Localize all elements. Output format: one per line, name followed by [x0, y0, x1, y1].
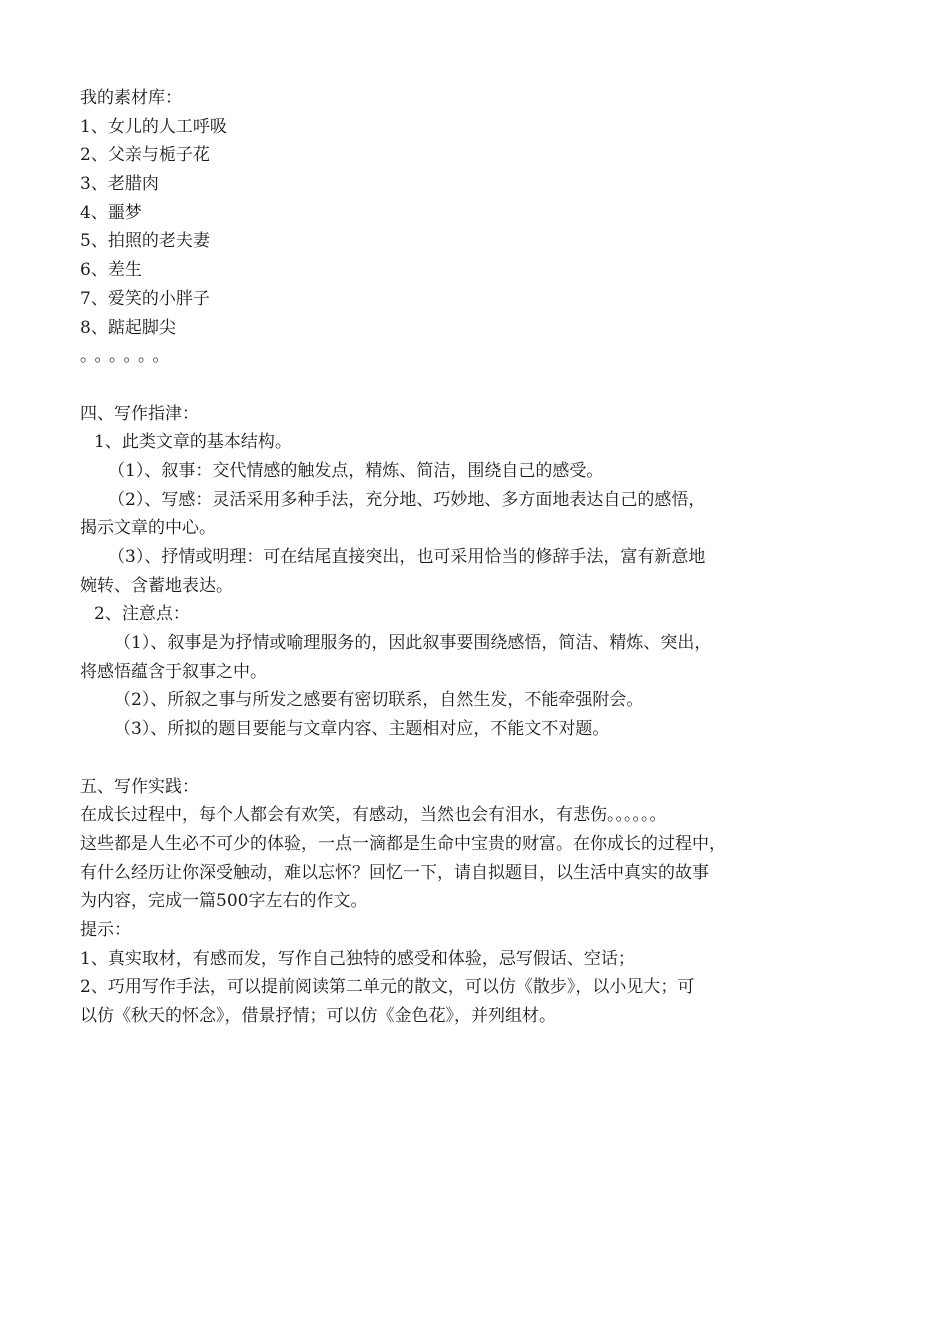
structure-heading: 1、此类文章的基本结构。 — [94, 432, 292, 453]
material-item: 6、差生 — [80, 260, 142, 281]
document-body — [80, 84, 820, 1031]
structure-point-continued: 婉转、含蓄地表达。 — [80, 575, 233, 596]
practice-heading: 五、写作实践： — [80, 776, 199, 797]
material-item: 3、老腊肉 — [80, 174, 159, 195]
practice-paragraph: 这些都是人生必不可少的体验，一点一滴都是生命中宝贵的财富。在你成长的过程中， — [80, 833, 726, 854]
tip-item: 1、真实取材，有感而发，写作自己独特的感受和体验，忌写假话、空话； — [80, 948, 635, 969]
spacer — [80, 744, 820, 773]
structure-point: （2）、写感：灵活采用多种手法，充分地、巧妙地、多方面地表达自己的感悟， — [108, 489, 706, 510]
tip-item-continued: 以仿《秋天的怀念》，借景抒情；可以仿《金色花》，并列组材。 — [80, 1006, 556, 1026]
spacer — [80, 371, 820, 400]
materials-ellipsis: 。。。。。。 — [80, 346, 176, 367]
note-point: （2）、所叙之事与所发之感要有密切联系，自然生发，不能牵强附会。 — [114, 690, 644, 711]
material-item: 7、爱笑的小胖子 — [80, 288, 210, 309]
structure-point-continued: 揭示文章的中心。 — [80, 518, 216, 539]
notes-heading: 2、注意点： — [94, 604, 190, 625]
note-point-continued: 将感悟蕴含于叙事之中。 — [80, 661, 267, 682]
practice-paragraph: 有什么经历让你深受触动，难以忘怀？回忆一下，请自拟题目，以生活中真实的故事 — [80, 862, 709, 883]
tip-item: 2、巧用写作手法，可以提前阅读第二单元的散文，可以仿《散步》，以小见大；可 — [80, 977, 695, 998]
material-item: 2、父亲与栀子花 — [80, 145, 210, 166]
note-point: （3）、所拟的题目要能与文章内容、主题相对应，不能文不对题。 — [114, 719, 610, 740]
materials-heading: 我的素材库： — [80, 88, 182, 108]
structure-point: （1）、叙事：交代情感的触发点，精炼、简洁，围绕自己的感受。 — [108, 460, 604, 481]
material-item: 8、踮起脚尖 — [80, 317, 176, 338]
tips-heading: 提示： — [80, 919, 131, 940]
note-point: （1）、叙事是为抒情或喻理服务的，因此叙事要围绕感悟，简洁、精炼、突出， — [114, 633, 712, 654]
material-item: 5、拍照的老夫妻 — [80, 231, 210, 252]
practice-paragraph: 在成长过程中，每个人都会有欢笑，有感动，当然也会有泪水，有悲伤。。。。。。 — [80, 805, 667, 826]
practice-paragraph: 为内容，完成一篇500字左右的作文。 — [80, 891, 368, 912]
material-item: 1、女儿的人工呼吸 — [80, 116, 227, 137]
structure-point: （3）、抒情或明理：可在结尾直接突出，也可采用恰当的修辞手法，富有新意地 — [108, 547, 706, 567]
material-item: 4、噩梦 — [80, 202, 142, 223]
guide-heading: 四、写作指津： — [80, 403, 199, 424]
